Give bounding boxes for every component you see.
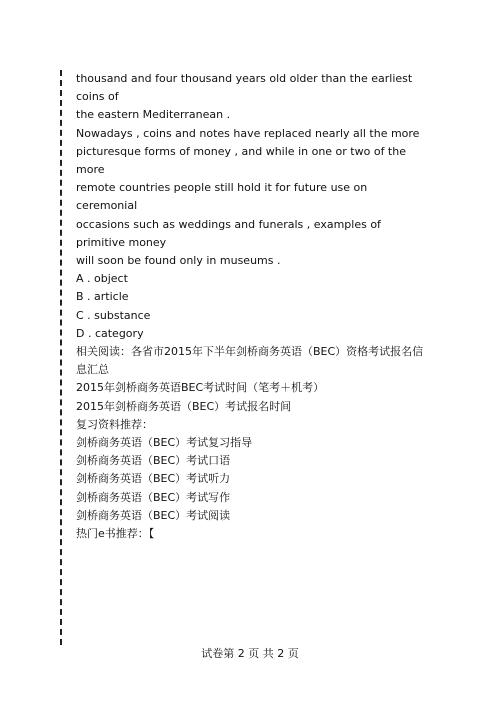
- text-line: picturesque forms of money , and while in one or two of the more: [76, 144, 406, 177]
- text-line: remote countries people still hold it for future use on ceremonial: [76, 181, 368, 213]
- review-link-writing[interactable]: 剑桥商务英语（BEC）考试写作: [76, 490, 231, 504]
- option-d: D . category: [76, 326, 144, 340]
- text-line: occasions such as weddings and funerals , examples of primitive money: [76, 217, 381, 249]
- review-link-listening[interactable]: 剑桥商务英语（BEC）考试听力: [76, 472, 231, 486]
- text-line: will soon be found only in museums .: [76, 254, 281, 268]
- text-line: thousand and four thousand years old older than the earliest coins of: [76, 72, 413, 104]
- page-footer: 试卷第 2 页 共 2 页: [201, 647, 299, 660]
- option-b: B . article: [76, 290, 129, 304]
- option-c: C . substance: [76, 308, 151, 322]
- binding-margin-line: [60, 70, 62, 645]
- review-link-reading[interactable]: 剑桥商务英语（BEC）考试阅读: [76, 508, 231, 522]
- ebook-recommend-heading: 热门e书推荐：【: [76, 527, 155, 541]
- text-line: Nowadays , coins and notes have replaced nearly all the more: [76, 126, 420, 140]
- related-reading-link[interactable]: 相关阅读：各省市2015年下半年剑桥商务英语（BEC）资格考试报名信息汇总: [76, 345, 424, 377]
- related-link-registration[interactable]: 2015年剑桥商务英语（BEC）考试报名时间: [76, 399, 292, 413]
- option-a: A . object: [76, 272, 128, 286]
- review-link-speaking[interactable]: 剑桥商务英语（BEC）考试口语: [76, 454, 231, 468]
- review-materials-heading: 复习资料推荐：: [76, 417, 153, 431]
- review-link-guide[interactable]: 剑桥商务英语（BEC）考试复习指导: [76, 436, 253, 450]
- text-line: the eastern Mediterranean .: [76, 108, 231, 122]
- related-link-exam-time[interactable]: 2015年剑桥商务英语BEC考试时间（笔考＋机考）: [76, 381, 325, 395]
- body-text: [76, 70, 431, 543]
